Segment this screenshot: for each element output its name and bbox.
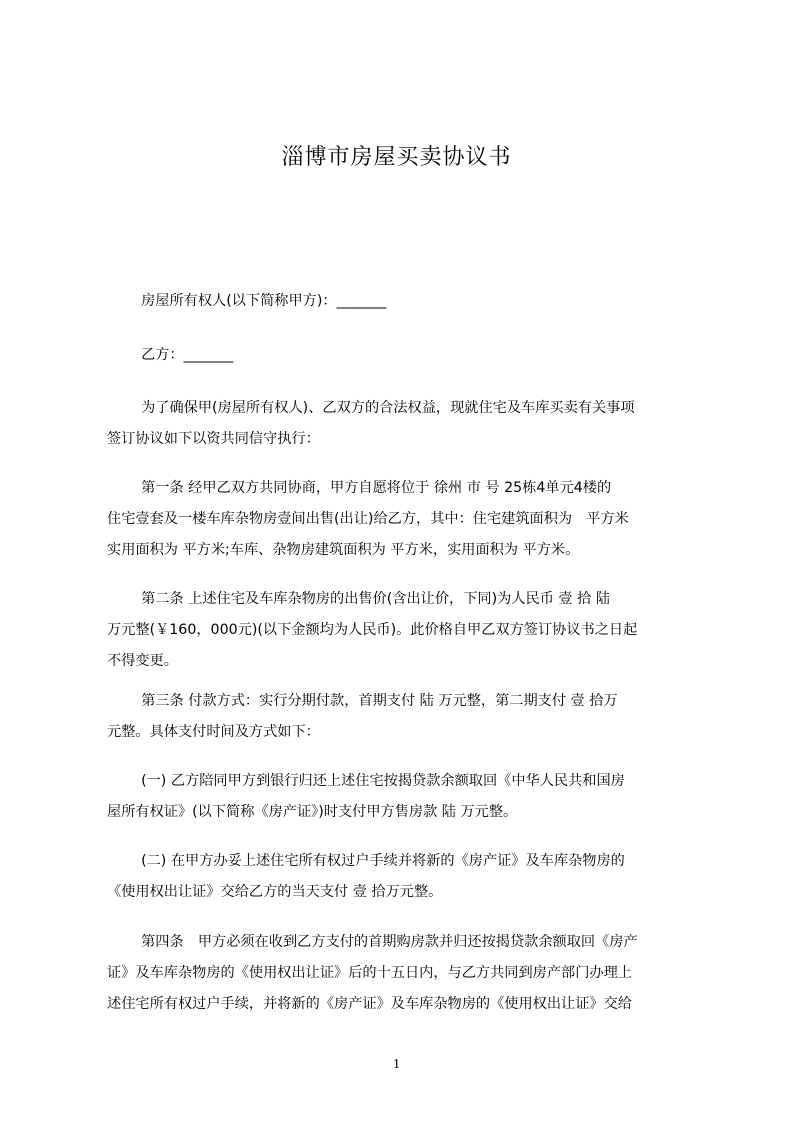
article-4-paragraph bbox=[107, 927, 699, 1020]
item-1-line: 屋所有权证》(以下简称《房产证》)时支付甲方售房款 陆 万元整。 bbox=[107, 804, 518, 820]
article-3-paragraph bbox=[107, 686, 699, 748]
article-3-line: 元整。具体支付时间及方式如下： bbox=[107, 724, 320, 740]
intro-paragraph bbox=[107, 393, 699, 455]
article-2-line: 万元整(￥160，000元)(以下金额均为人民币)。此价格自甲乙双方签订协议书之日起 bbox=[107, 622, 638, 638]
article-4-line: 证》及车库杂物房的《使用权出让证》后的十五日内，与乙方共同到房产部门办理上 bbox=[107, 965, 632, 981]
article-2-line: 不得变更。 bbox=[107, 653, 178, 669]
party-a-line bbox=[107, 286, 699, 317]
document-title: 淄博市房屋买卖协议书 bbox=[281, 145, 512, 170]
article-4-line: 第四条 甲方必须在收到乙方支付的首期购房款并归还按揭贷款余额取回《房产 bbox=[141, 934, 638, 950]
item-2-line: (二) 在甲方办妥上述住宅所有权过户手续并将新的《房产证》及车库杂物房的 bbox=[141, 853, 625, 869]
page-number: 1 bbox=[393, 1057, 400, 1072]
intro-line: 签订协议如下以资共同信守执行： bbox=[107, 431, 320, 447]
item-2-line: 《使用权出让证》交给乙方的当天支付 壹 拾万元整。 bbox=[107, 884, 443, 900]
party-a-text: 房屋所有权人(以下简称甲方)：_______ bbox=[141, 293, 387, 309]
article-3-line: 第三条 付款方式：实行分期付款，首期支付 陆 万元整，第二期支付 壹 拾万 bbox=[141, 693, 618, 709]
party-b-text: 乙方：_______ bbox=[141, 347, 234, 363]
article-2-paragraph bbox=[107, 584, 699, 677]
item-1-line: (一) 乙方陪同甲方到银行归还上述住宅按揭贷款余额取回《中华人民共和国房 bbox=[141, 773, 625, 789]
party-b-line bbox=[107, 340, 699, 371]
item-2-paragraph bbox=[107, 846, 699, 908]
article-4-line: 述住宅所有权过户手续，并将新的《房产证》及车库杂物房的《使用权出让证》交给 bbox=[107, 996, 632, 1012]
article-1-line: 实用面积为 平方米;车库、杂物房建筑面积为 平方米，实用面积为 平方米。 bbox=[107, 542, 580, 558]
article-2-line: 第二条 上述住宅及车库杂物房的出售价(含出让价，下同)为人民币 壹 拾 陆 bbox=[141, 591, 611, 607]
article-1-paragraph bbox=[107, 473, 699, 566]
intro-line: 为了确保甲(房屋所有权人)、乙双方的合法权益，现就住宅及车库买卖有关事项 bbox=[141, 400, 635, 416]
article-1-line: 第一条 经甲乙双方共同协商，甲方自愿将位于 徐州 市 号 25栋4单元4楼的 bbox=[141, 480, 612, 496]
item-1-paragraph bbox=[107, 766, 699, 828]
article-1-line: 住宅壹套及一楼车库杂物房壹间出售(出让)给乙方，其中：住宅建筑面积为 平方米 bbox=[107, 511, 629, 527]
